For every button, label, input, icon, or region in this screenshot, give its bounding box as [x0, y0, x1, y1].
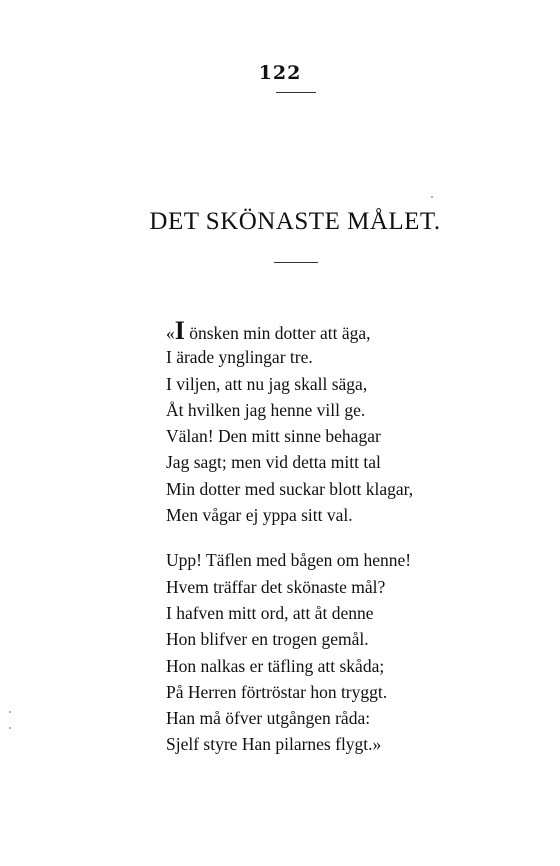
print-speck: [9, 727, 11, 729]
poem-line-text: Välan! Den mitt sinne behagar: [166, 426, 381, 447]
print-speck: [431, 196, 433, 198]
poem-line-text: önsken min dotter att äga,: [184, 323, 371, 343]
poem-line-text: I viljen, att nu jag skall säga,: [166, 373, 368, 394]
stanza: [166, 318, 413, 528]
page-number-underline: [276, 92, 316, 93]
poem-line: [166, 653, 413, 679]
poem-line-text: I hafven mitt ord, att åt denne: [166, 602, 374, 623]
poem-line-text: Sjelf styre Han pilarnes flygt.»: [166, 734, 382, 755]
poem-line: [166, 547, 413, 573]
poem-line-text: Hon nalkas er täfling att skåda;: [166, 655, 385, 676]
poem-title: DET SKÖNASTE MÅLET.: [149, 208, 441, 235]
poem-line: [166, 449, 413, 475]
poem-line-text: Men vågar ej yppa sitt val.: [166, 505, 353, 526]
poem-line-text: Åt hvilken jag henne vill ge.: [166, 399, 366, 420]
poem-line: [166, 318, 413, 344]
poem-line: [166, 502, 413, 528]
page-number: 122: [258, 62, 302, 84]
poem-line-text: I ärade ynglingar tre.: [166, 347, 313, 368]
poem-line: [166, 731, 413, 757]
poem-line: [166, 679, 413, 705]
poem-line: [166, 476, 413, 502]
poem-line: [166, 423, 413, 449]
poem-line-text: Min dotter med suckar blott klagar,: [166, 478, 414, 499]
poem-line-text: Hon blifver en trogen gemål.: [166, 629, 369, 650]
poem-line: [166, 574, 413, 600]
poem-line-text: På Herren förtröstar hon tryggt.: [166, 681, 388, 702]
poem-line-text: Hvem träffar det skönaste mål?: [166, 576, 386, 597]
poem-line-text: Han må öfver utgången råda:: [166, 708, 371, 729]
poem-line: [166, 600, 413, 626]
poem-line-text: Jag sagt; men vid detta mitt tal: [166, 452, 381, 473]
stanza: [166, 547, 413, 757]
title-divider: [274, 262, 318, 263]
initial-capital: I: [174, 316, 185, 345]
poem-line: [166, 371, 413, 397]
poem-line: [166, 705, 413, 731]
poem-line-text: Upp! Täflen med bågen om henne!: [166, 550, 412, 571]
print-speck: [9, 711, 11, 713]
poem-line: [166, 626, 413, 652]
poem-body: [166, 318, 413, 758]
poem-line: [166, 397, 413, 423]
poem-line: [166, 344, 413, 370]
opening-quote: «: [166, 323, 175, 343]
